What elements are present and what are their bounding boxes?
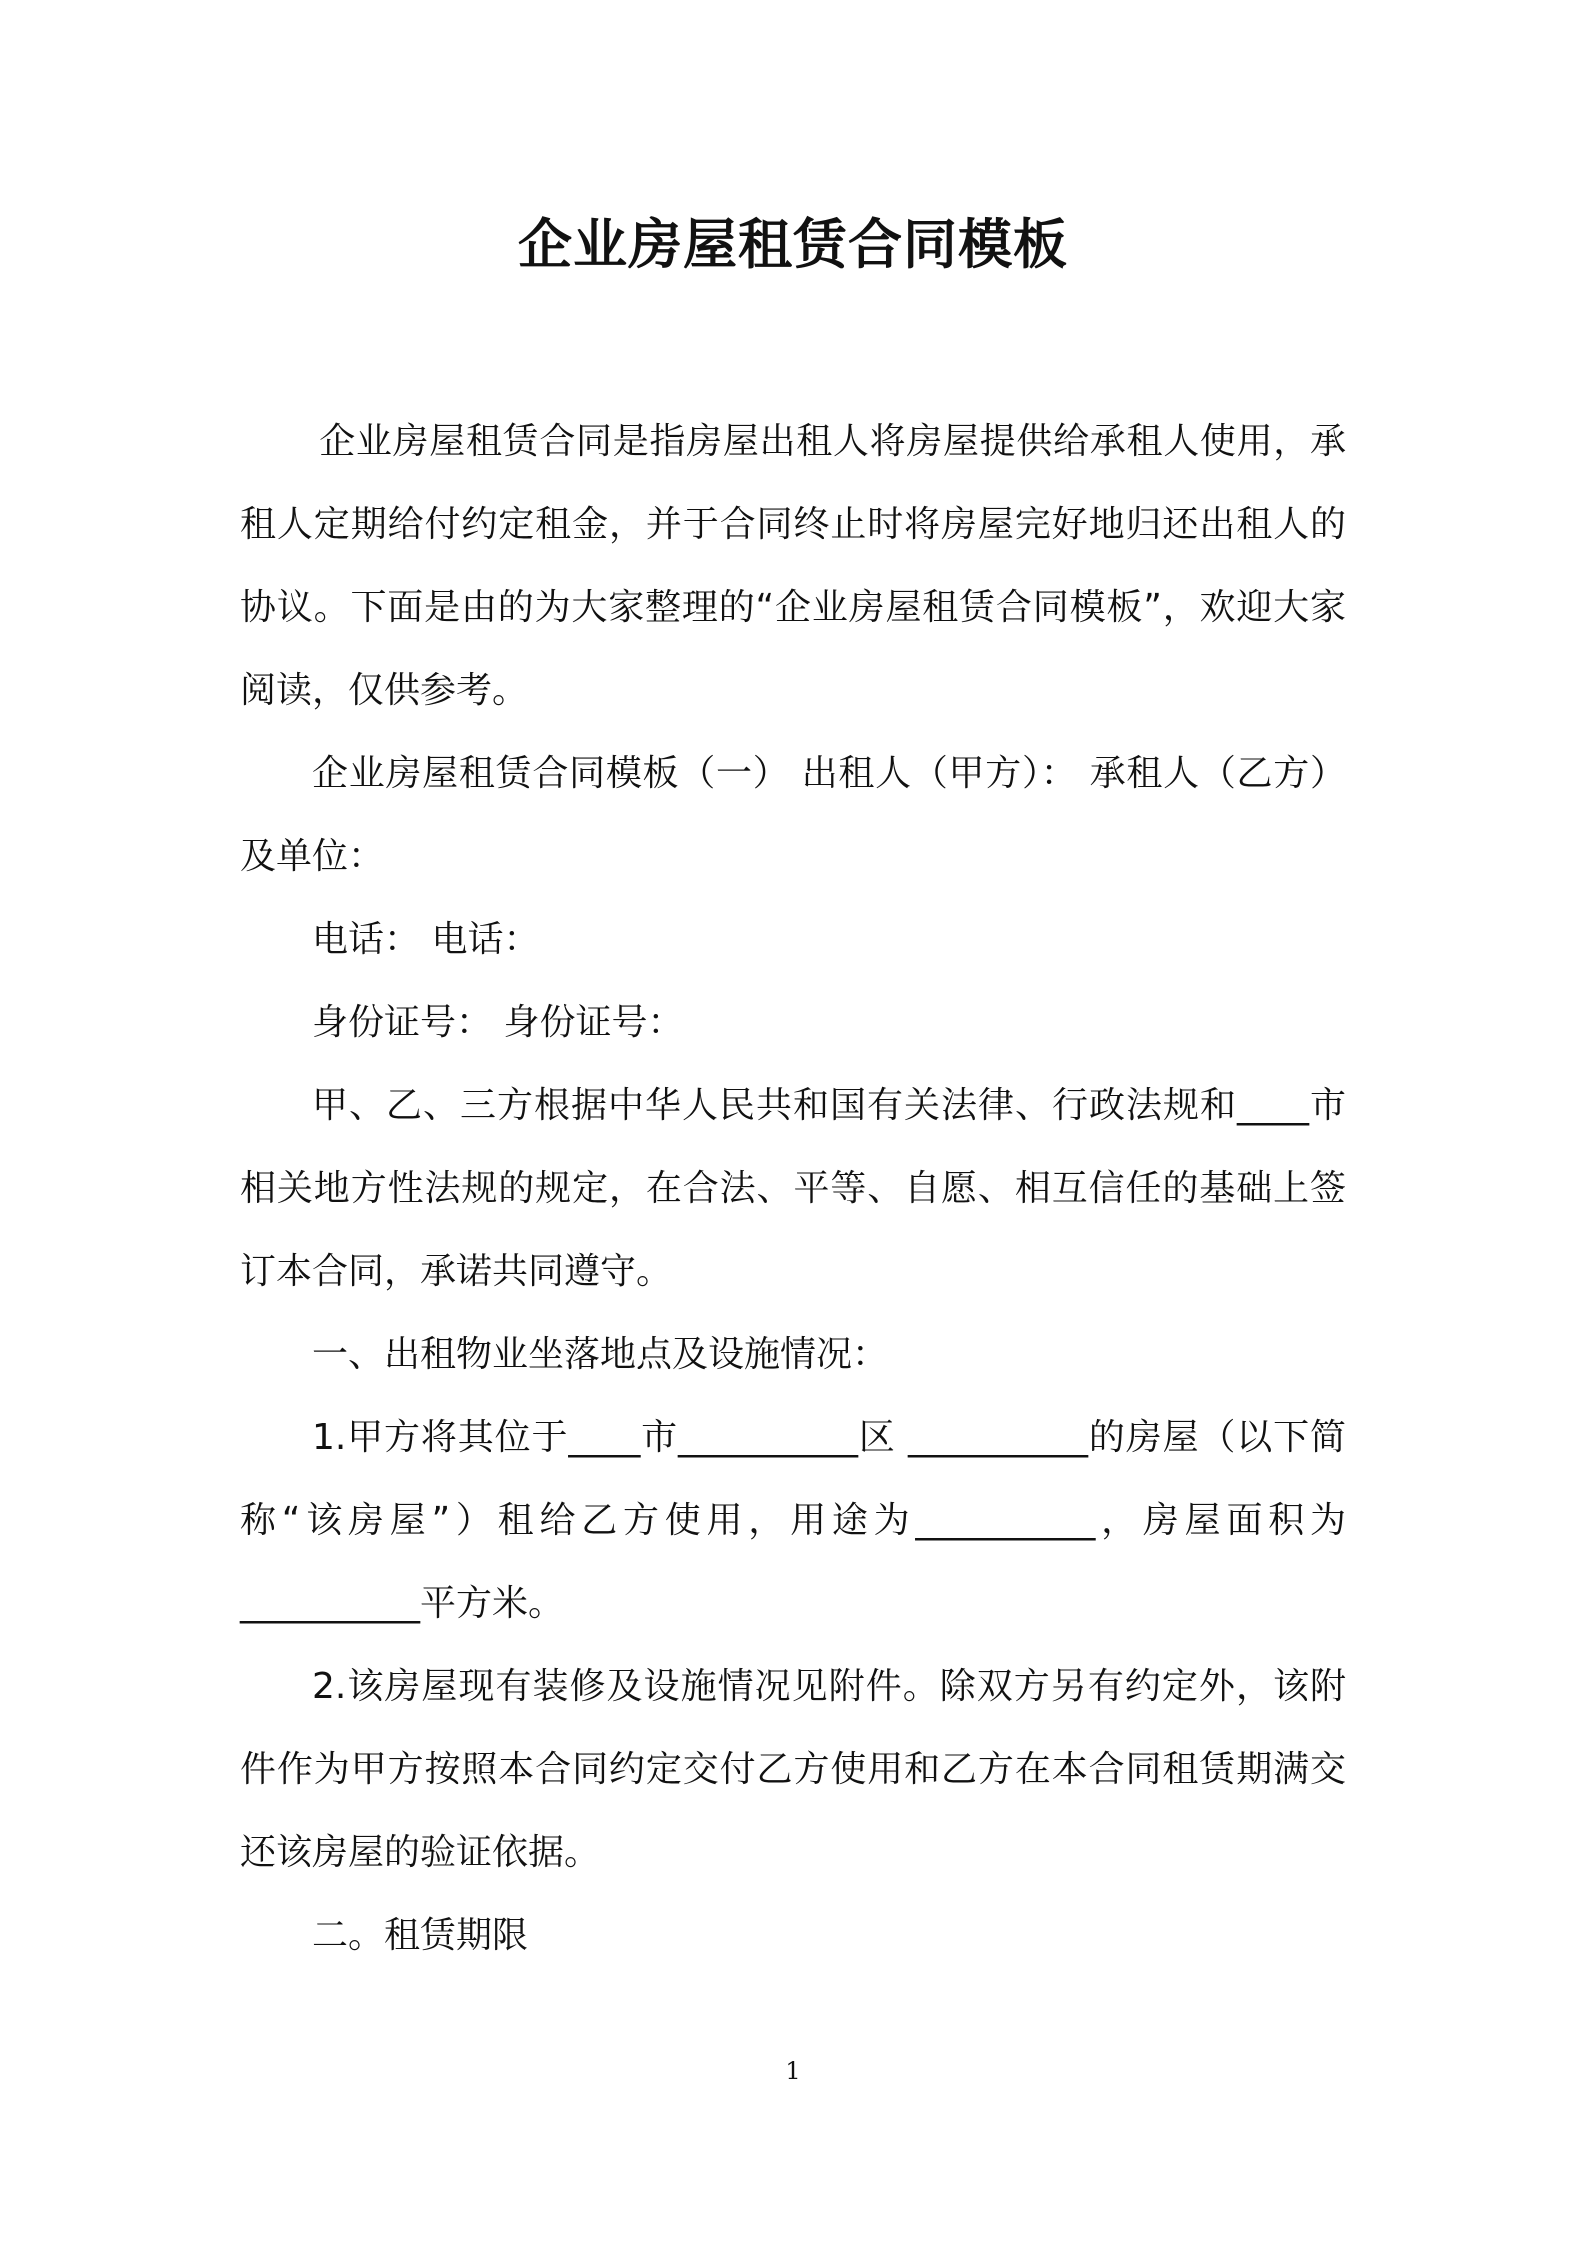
section-2-heading: 二。租赁期限 <box>312 1915 529 1956</box>
page-number: 1 <box>785 2057 801 2085</box>
parties-paragraph: 企业房屋租赁合同模板（一） 出租人（甲方）： 承租人（乙方）及单位： <box>240 753 1346 877</box>
legal-basis-paragraph: 甲、乙、三方根据中华人民共和国有关法律、行政法规和____市相关地方性法规的规定，在合法、平等、自愿、相互信任的基础上签订本合同，承诺共同遵守。 <box>240 1085 1346 1292</box>
section-1-heading: 一、出租物业坐落地点及设施情况： <box>312 1334 889 1375</box>
document-title: 企业房屋租赁合同模板 <box>518 213 1068 276</box>
document-body <box>240 400 1346 1977</box>
clause-1-2: 2.该房屋现有装修及设施情况见附件。除双方另有约定外，该附件作为甲方按照本合同约定交付乙方使用和乙方在本合同租赁期满交还该房屋的验证依据。 <box>240 1666 1346 1873</box>
clause-1-1: 1.甲方将其位于____市__________区 __________的房屋（以下简称“该房屋”）租给乙方使用，用途为__________，房屋面积为__________平方米。 <box>240 1417 1346 1624</box>
intro-paragraph: 企业房屋租赁合同是指房屋出租人将房屋提供给承租人使用，承租人定期给付约定租金，并于合同终止时将房屋完好地归还出租人的协议。下面是由的为大家整理的“企业房屋租赁合同模板”，欢迎大家阅读，仅供参考。 <box>240 421 1346 711</box>
phone-line: 电话： 电话： <box>312 919 540 960</box>
id-number-line: 身份证号： 身份证号： <box>312 1002 684 1043</box>
